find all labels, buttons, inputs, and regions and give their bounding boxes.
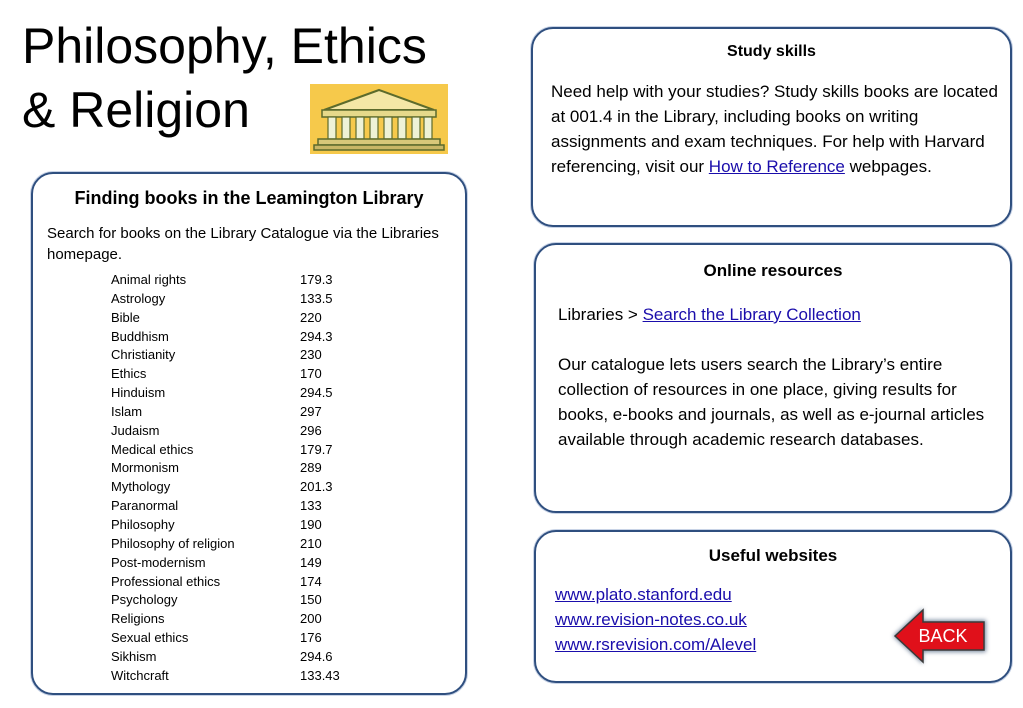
subject-classmark: 210 bbox=[300, 535, 322, 551]
subject-classmark: 133.43 bbox=[300, 667, 340, 683]
subject-classmark: 296 bbox=[300, 422, 322, 438]
page-title-line-2: & Religion bbox=[22, 82, 250, 138]
subject-name: Sexual ethics bbox=[111, 630, 189, 646]
table-row bbox=[111, 365, 340, 384]
table-row bbox=[111, 459, 340, 478]
subject-classmark: 149 bbox=[300, 554, 322, 570]
revision-notes-link[interactable]: www.revision-notes.co.uk bbox=[555, 610, 747, 629]
subject-name: Post-modernism bbox=[111, 554, 206, 570]
subject-classmark: 220 bbox=[300, 309, 322, 325]
table-row bbox=[111, 384, 340, 403]
table-row bbox=[111, 346, 340, 365]
back-button[interactable] bbox=[889, 605, 991, 667]
breadcrumb-prefix: Libraries > bbox=[558, 305, 643, 324]
search-library-collection-link[interactable]: Search the Library Collection bbox=[642, 305, 861, 324]
study-skills-text-end: webpages. bbox=[844, 157, 932, 176]
table-row bbox=[111, 271, 340, 290]
subject-classmark: 150 bbox=[300, 592, 322, 608]
table-row bbox=[111, 497, 340, 516]
subject-classmark: 190 bbox=[300, 516, 322, 532]
subject-name: Astrology bbox=[111, 290, 166, 306]
list-item bbox=[555, 582, 1010, 607]
subject-name: Ethics bbox=[111, 366, 147, 382]
table-row bbox=[111, 591, 340, 610]
table-row bbox=[111, 648, 340, 667]
subject-name: Hinduism bbox=[111, 385, 166, 401]
back-button-label: BACK bbox=[918, 626, 968, 646]
table-row bbox=[111, 629, 340, 648]
table-row bbox=[111, 478, 340, 497]
table-row bbox=[111, 422, 340, 441]
useful-websites-heading: Useful websites bbox=[708, 546, 838, 565]
how-to-reference-link[interactable]: How to Reference bbox=[708, 157, 845, 176]
table-row bbox=[111, 309, 340, 328]
subject-name: Professional ethics bbox=[111, 573, 221, 589]
subject-classmark: 289 bbox=[300, 460, 322, 476]
table-row bbox=[111, 573, 340, 592]
finding-books-intro: Search for books on the Library Catalogue via the Libraries homepage. bbox=[47, 225, 439, 263]
subject-classmark: 230 bbox=[300, 347, 322, 363]
online-resources-description: Our catalogue lets users search the Library’s entire collection of resources in one place, giving results for books, e-books and journals, as well as e-journal articles available through academic research databases. bbox=[558, 355, 985, 449]
table-row bbox=[111, 535, 340, 554]
subject-name: Animal rights bbox=[111, 272, 187, 287]
subject-name: Witchcraft bbox=[111, 667, 169, 683]
table-row bbox=[111, 441, 340, 460]
table-row bbox=[111, 554, 340, 573]
subject-classmark-table bbox=[111, 271, 340, 686]
table-row bbox=[111, 403, 340, 422]
finding-books-card bbox=[31, 172, 467, 695]
table-row bbox=[111, 667, 340, 686]
study-skills-text-start: Need help with your studies? Study skills books are located at 001.4 in the Library, including books on writing assignments and exam techniques. For help with Harvard referencing, visit our bbox=[551, 82, 998, 176]
subject-classmark: 294.3 bbox=[300, 328, 333, 344]
table-row bbox=[111, 516, 340, 535]
subject-classmark: 179.3 bbox=[300, 272, 333, 287]
table-row bbox=[111, 290, 340, 309]
rsrevision-link[interactable]: www.rsrevision.com/Alevel bbox=[555, 635, 757, 654]
subject-classmark: 179.7 bbox=[300, 441, 333, 457]
subject-classmark: 201.3 bbox=[300, 479, 333, 495]
subject-name: Medical ethics bbox=[111, 441, 194, 457]
greek-temple-icon bbox=[310, 84, 448, 154]
subject-classmark: 294.6 bbox=[300, 648, 333, 664]
study-skills-heading: Study skills bbox=[727, 43, 816, 60]
online-resources-card bbox=[534, 243, 1012, 513]
subject-name: Bible bbox=[111, 309, 140, 325]
subject-classmark: 176 bbox=[300, 630, 322, 646]
subject-name: Paranormal bbox=[111, 498, 179, 514]
subject-name: Mormonism bbox=[111, 460, 179, 476]
online-resources-heading: Online resources bbox=[703, 261, 843, 280]
table-row bbox=[111, 610, 340, 629]
study-skills-text bbox=[551, 79, 998, 179]
subject-name: Mythology bbox=[111, 479, 171, 495]
subject-name: Philosophy bbox=[111, 516, 175, 532]
subject-name: Philosophy of religion bbox=[111, 535, 235, 551]
breadcrumb bbox=[558, 302, 998, 327]
subject-name: Religions bbox=[111, 611, 165, 627]
plato-stanford-link[interactable]: www.plato.stanford.edu bbox=[555, 585, 732, 604]
subject-name: Islam bbox=[111, 403, 143, 419]
page-title-line-1: Philosophy, Ethics bbox=[22, 18, 427, 74]
subject-classmark: 174 bbox=[300, 573, 322, 589]
table-row bbox=[111, 328, 340, 347]
subject-classmark: 200 bbox=[300, 611, 322, 627]
subject-name: Buddhism bbox=[111, 328, 169, 344]
subject-classmark: 297 bbox=[300, 403, 322, 419]
study-skills-card bbox=[531, 27, 1012, 227]
finding-books-heading: Finding books in the Leamington Library bbox=[74, 188, 424, 208]
subject-classmark: 133 bbox=[300, 498, 322, 514]
subject-name: Christianity bbox=[111, 347, 176, 363]
subject-name: Sikhism bbox=[111, 648, 157, 664]
subject-classmark: 170 bbox=[300, 366, 322, 382]
subject-classmark: 294.5 bbox=[300, 385, 333, 401]
subject-name: Psychology bbox=[111, 592, 178, 608]
subject-name: Judaism bbox=[111, 422, 160, 438]
subject-classmark: 133.5 bbox=[300, 290, 333, 306]
